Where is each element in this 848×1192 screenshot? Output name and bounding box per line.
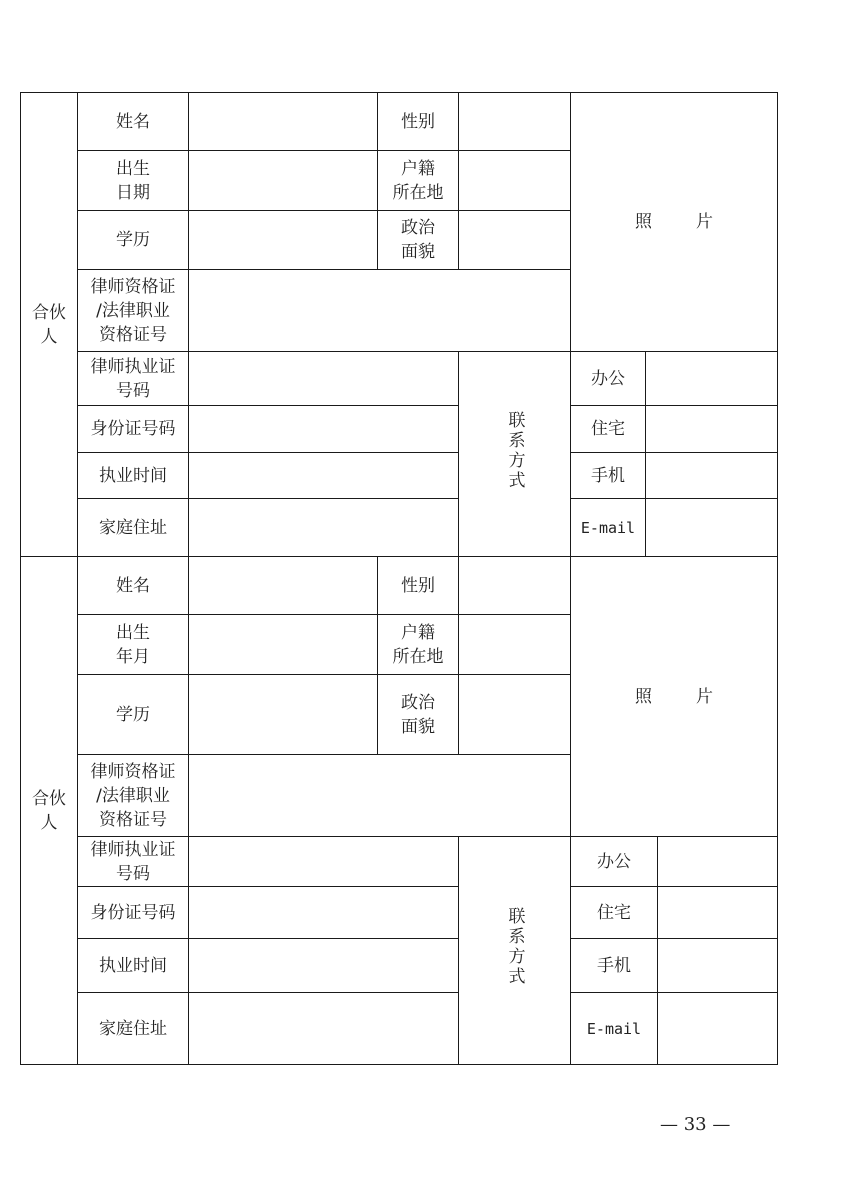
residence-label: 住宅 xyxy=(571,406,646,453)
gender-label: 性别 xyxy=(378,557,459,615)
political-field[interactable] xyxy=(459,675,571,755)
email-field[interactable] xyxy=(658,993,778,1065)
birth-date-label: 出生 日期 xyxy=(78,151,189,211)
partner-label: 合伙 人 xyxy=(21,93,78,557)
license-no-field[interactable] xyxy=(189,837,459,887)
home-address-label: 家庭住址 xyxy=(78,993,189,1065)
qualification-label: 律师资格证 /法律职业 资格证号 xyxy=(78,270,189,352)
contact-label-cell xyxy=(459,352,571,557)
practice-time-label: 执业时间 xyxy=(78,939,189,993)
id-no-label: 身份证号码 xyxy=(78,406,189,453)
name-field[interactable] xyxy=(189,557,378,615)
residence-label: 住宅 xyxy=(571,887,658,939)
mobile-label: 手机 xyxy=(571,939,658,993)
name-label: 姓名 xyxy=(78,93,189,151)
practice-time-field[interactable] xyxy=(189,453,459,499)
education-field[interactable] xyxy=(189,211,378,270)
qualification-field[interactable] xyxy=(189,270,571,352)
qualification-field[interactable] xyxy=(189,755,571,837)
birth-date-field[interactable] xyxy=(189,151,378,211)
practice-time-label: 执业时间 xyxy=(78,453,189,499)
household-label: 户籍 所在地 xyxy=(378,151,459,211)
political-label: 政治 面貌 xyxy=(378,211,459,270)
office-field[interactable] xyxy=(646,352,778,406)
contact-label-cell xyxy=(459,837,571,1065)
email-label: E-mail xyxy=(571,993,658,1065)
gender-label: 性别 xyxy=(378,93,459,151)
education-label: 学历 xyxy=(78,675,189,755)
photo-label: 照片 xyxy=(635,686,757,707)
qualification-label: 律师资格证 /法律职业 资格证号 xyxy=(78,755,189,837)
license-no-label: 律师执业证 号码 xyxy=(78,837,189,887)
partner-form-1 xyxy=(20,92,778,557)
office-label: 办公 xyxy=(571,837,658,887)
photo-label: 照片 xyxy=(635,212,757,232)
office-label: 办公 xyxy=(571,352,646,406)
contact-label: 联系方式 xyxy=(504,907,525,987)
office-field[interactable] xyxy=(658,837,778,887)
photo-box[interactable] xyxy=(571,557,778,837)
household-field[interactable] xyxy=(459,151,571,211)
home-address-field[interactable] xyxy=(189,993,459,1065)
education-label: 学历 xyxy=(78,211,189,270)
home-address-field[interactable] xyxy=(189,499,459,557)
birth-month-label: 出生 年月 xyxy=(78,615,189,675)
mobile-field[interactable] xyxy=(658,939,778,993)
name-label: 姓名 xyxy=(78,557,189,615)
political-label: 政治 面貌 xyxy=(378,675,459,755)
education-field[interactable] xyxy=(189,675,378,755)
household-label: 户籍 所在地 xyxy=(378,615,459,675)
household-field[interactable] xyxy=(459,615,571,675)
birth-month-field[interactable] xyxy=(189,615,378,675)
contact-label: 联系方式 xyxy=(504,410,525,491)
gender-field[interactable] xyxy=(459,93,571,151)
id-no-field[interactable] xyxy=(189,406,459,453)
practice-time-field[interactable] xyxy=(189,939,459,993)
name-field[interactable] xyxy=(189,93,378,151)
home-address-label: 家庭住址 xyxy=(78,499,189,557)
license-no-label: 律师执业证 号码 xyxy=(78,352,189,406)
id-no-label: 身份证号码 xyxy=(78,887,189,939)
residence-field[interactable] xyxy=(646,406,778,453)
political-field[interactable] xyxy=(459,211,571,270)
license-no-field[interactable] xyxy=(189,352,459,406)
email-label: E-mail xyxy=(571,499,646,557)
residence-field[interactable] xyxy=(658,887,778,939)
mobile-field[interactable] xyxy=(646,453,778,499)
partner-label: 合伙 人 xyxy=(21,557,78,1065)
gender-field[interactable] xyxy=(459,557,571,615)
photo-box[interactable] xyxy=(571,93,778,352)
page-number: — 33 — xyxy=(660,1114,731,1135)
id-no-field[interactable] xyxy=(189,887,459,939)
email-field[interactable] xyxy=(646,499,778,557)
partner-form-2 xyxy=(20,556,778,1065)
mobile-label: 手机 xyxy=(571,453,646,499)
